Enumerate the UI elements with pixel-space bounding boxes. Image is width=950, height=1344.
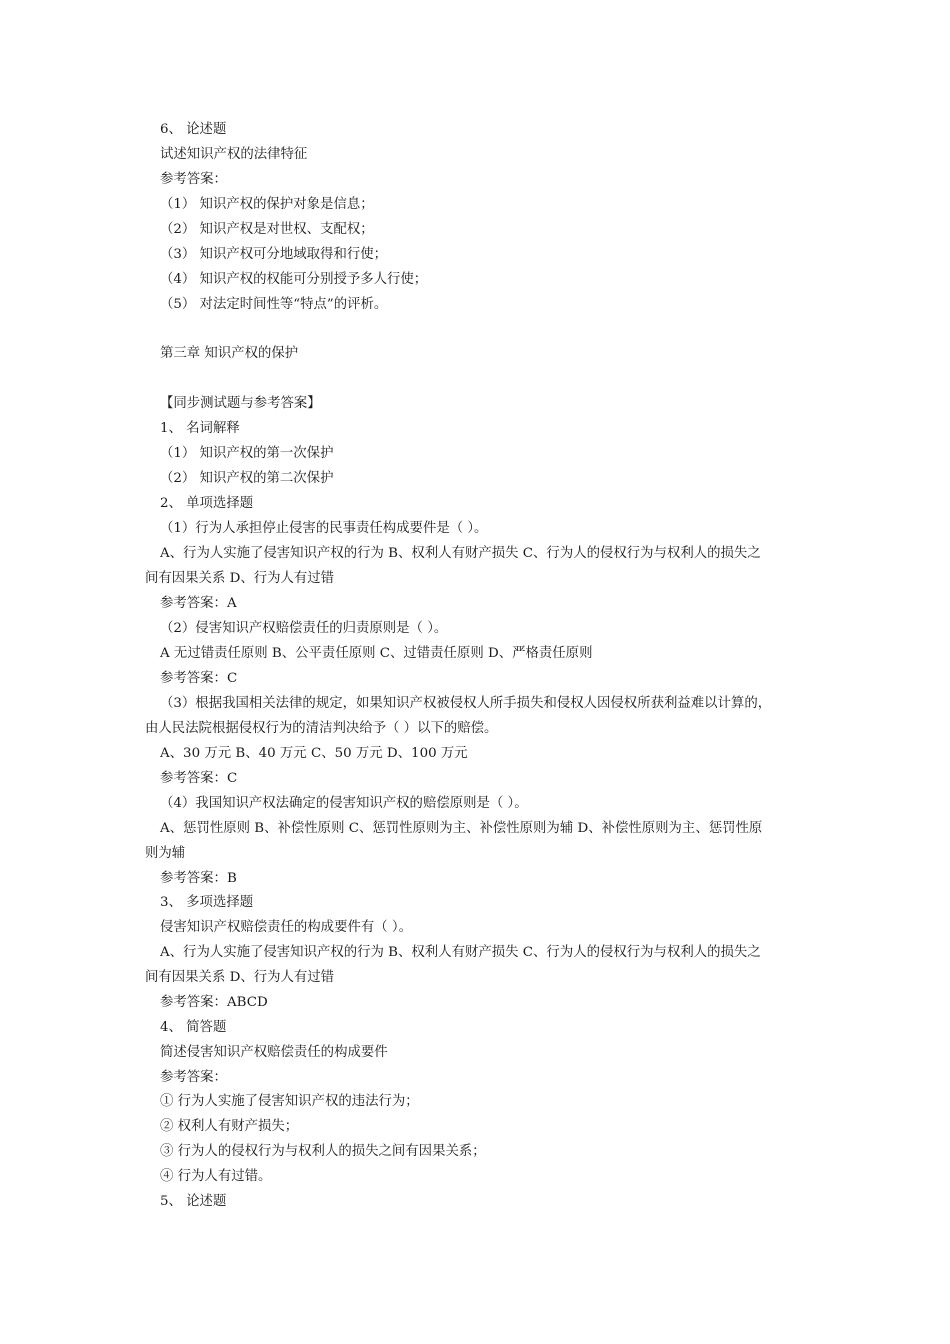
question-text: （3）根据我国相关法律的规定，如果知识产权被侵权人所手损失和侵权人因侵权所获利益难以计算的， xyxy=(160,696,772,711)
answer-label: 参考答案：B xyxy=(160,871,237,886)
question-heading: 1、 名词解释 xyxy=(160,421,240,436)
answer-label: 参考答案：C xyxy=(160,671,238,686)
options-text: A、行为人实施了侵害知识产权的行为 B、权利人有财产损失 C、行为人的侵权行为与权利人的损失之 xyxy=(160,945,761,960)
answer-item: ① 行为人实施了侵害知识产权的违法行为； xyxy=(160,1094,419,1109)
question-text: （4）我国知识产权法确定的侵害知识产权的赔偿原则是（ ）。 xyxy=(160,796,528,811)
options-text-continued: 间有因果关系 D、行为人有过错 xyxy=(145,970,335,985)
question-heading: 6、 论述题 xyxy=(160,122,227,137)
options-text: A、惩罚性原则 B、补偿性原则 C、惩罚性原则为主、补偿性原则为辅 D、补偿性原则为主、惩罚性原 xyxy=(160,821,763,836)
answer-label: 参考答案：ABCD xyxy=(160,995,268,1010)
options-text-continued: 间有因果关系 D、行为人有过错 xyxy=(145,571,335,586)
answer-label: 参考答案：C xyxy=(160,771,238,786)
options-text: A、30 万元 B、40 万元 C、50 万元 D、100 万元 xyxy=(160,746,468,761)
question-heading: 5、 论述题 xyxy=(160,1194,227,1209)
term-item: （1） 知识产权的第一次保护 xyxy=(160,446,334,461)
answer-item: （4） 知识产权的权能可分别授予多人行使； xyxy=(160,272,428,287)
options-text: A、行为人实施了侵害知识产权的行为 B、权利人有财产损失 C、行为人的侵权行为与权利人的损失之 xyxy=(160,546,761,561)
answer-item: （2） 知识产权是对世权、支配权； xyxy=(160,222,374,237)
answer-item: ③ 行为人的侵权行为与权利人的损失之间有因果关系； xyxy=(160,1144,486,1159)
chapter-title: 第三章 知识产权的保护 xyxy=(160,346,299,361)
answer-item: （1） 知识产权的保护对象是信息； xyxy=(160,197,374,212)
section-title: 【同步测试题与参考答案】 xyxy=(160,396,321,411)
question-text-continued: 由人民法院根据侵权行为的清洁判决给予（ ）以下的赔偿。 xyxy=(145,721,498,736)
term-item: （2） 知识产权的第二次保护 xyxy=(160,471,334,486)
answer-item: ④ 行为人有过错。 xyxy=(160,1169,272,1184)
answer-label: 参考答案： xyxy=(160,172,227,187)
options-text: A 无过错责任原则 B、公平责任原则 C、过错责任原则 D、严格责任原则 xyxy=(160,646,593,661)
options-text-continued: 则为辅 xyxy=(145,846,186,861)
answer-label: 参考答案： xyxy=(160,1070,227,1085)
question-heading: 3、 多项选择题 xyxy=(160,895,254,910)
answer-label: 参考答案：A xyxy=(160,596,237,611)
question-text: 侵害知识产权赔偿责任的构成要件有（ ）。 xyxy=(160,920,412,935)
answer-item: （3） 知识产权可分地域取得和行使； xyxy=(160,247,388,262)
answer-item: ② 权利人有财产损失； xyxy=(160,1119,299,1134)
question-text: 简述侵害知识产权赔偿责任的构成要件 xyxy=(160,1045,388,1060)
question-heading: 4、 简答题 xyxy=(160,1020,227,1035)
question-text: （2）侵害知识产权赔偿责任的归责原则是（ ）。 xyxy=(160,621,448,636)
question-text: 试述知识产权的法律特征 xyxy=(160,147,308,162)
answer-item: （5） 对法定时间性等“特点”的评析。 xyxy=(160,297,388,312)
question-text: （1）行为人承担停止侵害的民事责任构成要件是（ ）。 xyxy=(160,521,488,536)
question-heading: 2、 单项选择题 xyxy=(160,496,254,511)
